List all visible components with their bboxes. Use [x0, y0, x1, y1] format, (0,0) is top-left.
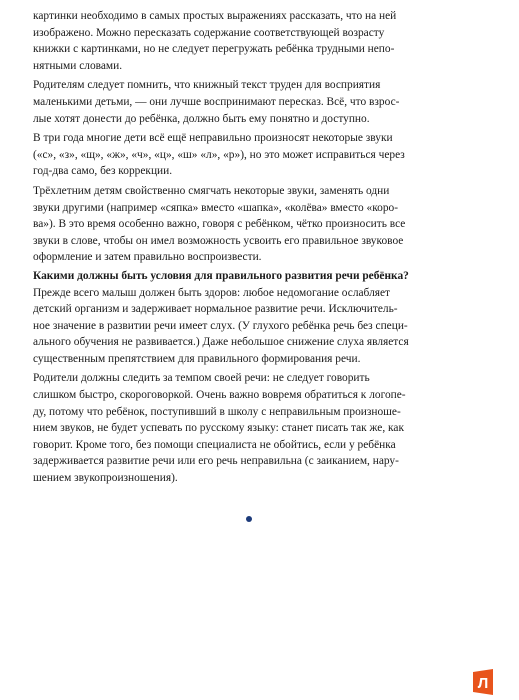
paragraph-3 [33, 130, 488, 180]
text-line: задерживается развитие речи или его речь неправильна (с заиканием, нару- [33, 455, 399, 468]
text-line: ду, потому что ребёнок, поступивший в школу с неправильным произноше- [33, 405, 401, 418]
text-line: картинки необходимо в самых простых выражениях рассказать, что на ней [33, 10, 397, 22]
text-line: ва»). В это время особенно важно, говоря с ребёнком, чётко произносить все [33, 218, 406, 231]
text-line: маленькими детьми, — они лучше воспринимают пересказ. Всё, что взрос- [33, 95, 400, 108]
page-body [33, 8, 488, 487]
text-line: существенным препятствием для правильного формирования речи. [33, 352, 361, 365]
text-line: нием звуков, не будет успевать по русскому языку: станет писать так же, как [33, 422, 404, 435]
text-line: оформление и затем правильно воспроизвести. [33, 251, 262, 264]
text-line: ального обучения не развивается.) Даже небольшое снижение слуха является [33, 336, 409, 349]
section-heading: Какими должны быть условия для правильного развития речи ребёнка? [33, 269, 409, 282]
publisher-logo-icon [470, 669, 496, 695]
paragraph-2 [33, 77, 488, 127]
paragraph-5 [33, 285, 488, 368]
text-line: книжки с картинками, но не следует перегружать ребёнка трудными непо- [33, 43, 395, 56]
text-line: детский организм и задерживает нормальное развитие речи. Исключитель- [33, 303, 398, 316]
text-line: изображено. Можно пересказать содержание соответствующей возрасту [33, 26, 385, 39]
text-line: шением звукопроизношения). [33, 472, 178, 485]
text-line: В три года многие дети всё ещё неправильно произносят некоторые звуки [33, 132, 393, 145]
text-line: лые хотят донести до ребёнка, должно быть ему понятно и доступно. [33, 112, 370, 125]
text-line: ное значение в развитии речи имеет слух. (У глухого ребёнка речь без специ- [33, 319, 408, 332]
section-end-dot [246, 516, 252, 522]
text-line: звуки другими (например «сяпка» вместо «шапка», «колёва» вместо «коро- [33, 201, 399, 214]
text-line: год-два само, без коррекции. [33, 165, 173, 178]
logo-letter: Л [477, 675, 489, 692]
text-line: звуки в слове, чтобы он имел возможность усвоить его правильное звуковое [33, 234, 404, 247]
paragraph-6 [33, 370, 488, 486]
text-line: говорит. Кроме того, без помощи специалиста не обойтись, если у ребёнка [33, 438, 396, 451]
text-line: слишком быстро, скороговоркой. Очень важно вовремя обратиться к логопе- [33, 389, 406, 402]
text-line: Родителям следует помнить, что книжный текст труден для восприятия [33, 79, 381, 92]
text-line: («с», «з», «щ», «ж», «ч», «ц», «ш» «л», «р»), но это может исправиться через [33, 148, 405, 161]
text-line: Трёхлетним детям свойственно смягчать некоторые звуки, заменять одни [33, 184, 390, 197]
paragraph-4 [33, 183, 488, 266]
text-line: Прежде всего малыш должен быть здоров: любое недомогание ослабляет [33, 286, 391, 299]
text-line: нятными словами. [33, 59, 123, 72]
text-line: Родители должны следить за темпом своей речи: не следует говорить [33, 372, 370, 385]
paragraph-1 [33, 8, 488, 74]
